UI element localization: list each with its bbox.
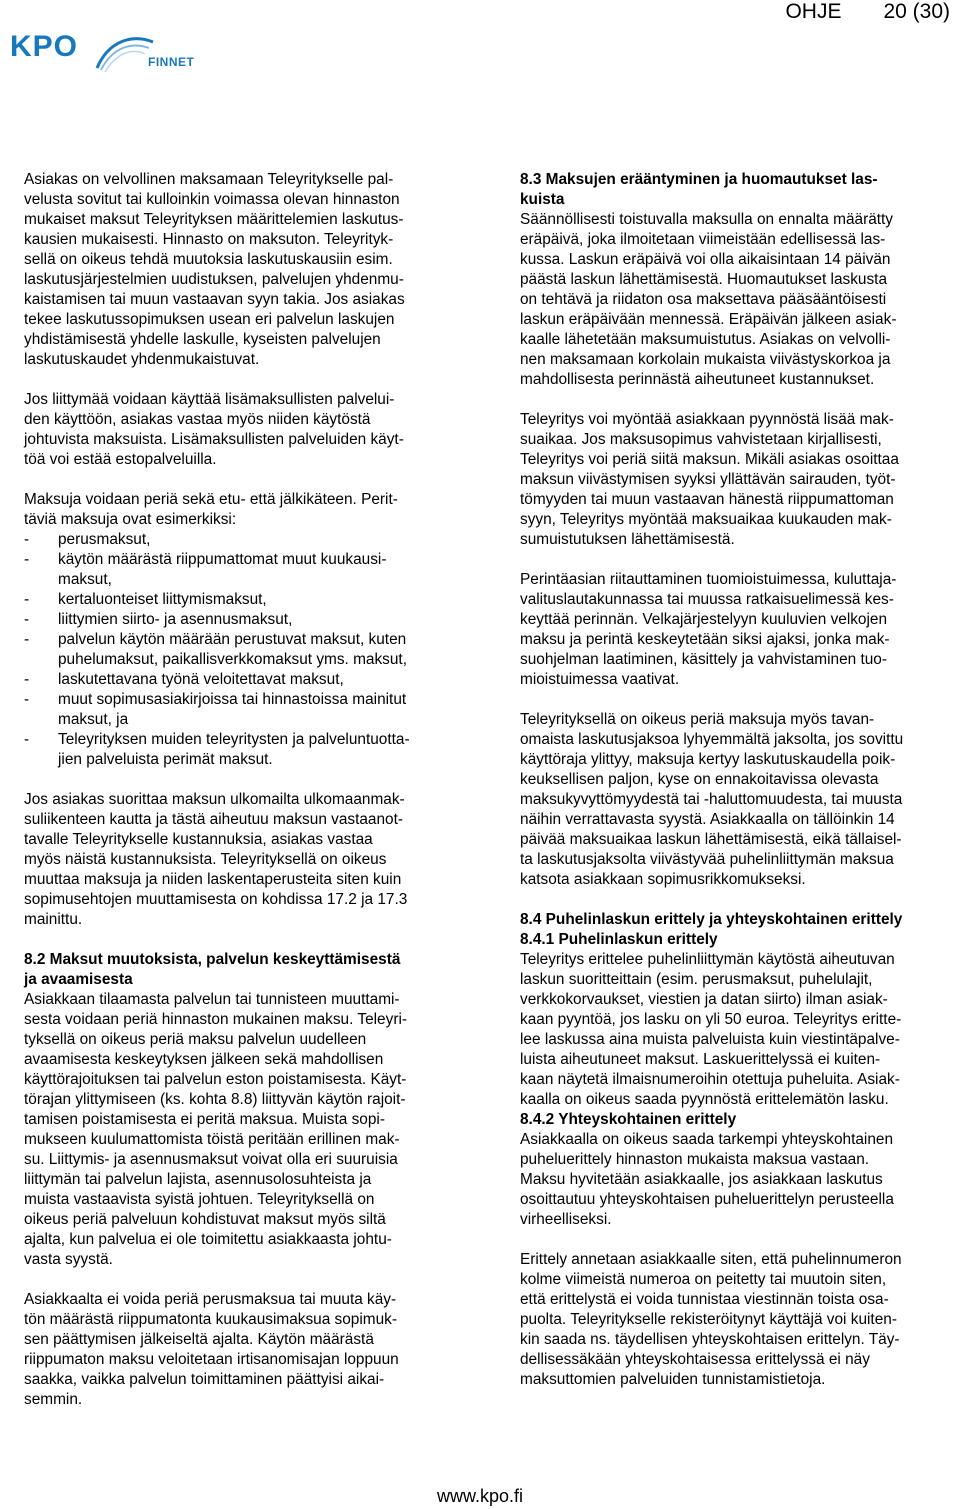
paragraph: Asiakkaalla on oikeus saada tarkempi yhteyskohtainen puheluerittely hinnaston mukaista maksua vastaan. Maksu hyvitetään asiakkaalle, jos asiakkaan laskutus osoittautuu yhteyskohtaisen puheluerittelyn perusteella virheelliseksi.: [520, 1131, 894, 1228]
paragraph: Perintäasian riitauttaminen tuomioistuimessa, kuluttaja- valituslautakunnassa tai muussa ratkaisuelimessä kes- keyttää perinnän. Velkajärjestelyyn kuuluvien velkojen maksu ja perintä keskeytetään siksi ajaksi, jonka mak- suohjelman laatiminen, käsittely ja vahvistaminen tuo- mioistuimessa vaativat.: [520, 571, 897, 688]
paragraph: Teleyrityksellä on oikeus periä maksuja myös tavan- omaista laskutusjaksoa lyhyemmältä jaksolta, jos sovittu käyttöraja ylittyy, maksuja kertyy laskutuskaudella poik- keuksellisen paljon, kyse on ennakoitavissa olevasta maksukyvyttömyydestä tai -haluttomuudesta, tai muusta näihin verrattavasta syystä. Asiakkaalla on tällöinkin 14 päivää maksuaikaa laskun lähettämisestä, eikä tällaisel- ta laskutusjaksolta viivästyvää puhelinliittymän maksua katsota asiakkaan sopimusrikkomukseksi.: [520, 711, 904, 888]
paragraph: Asiakkaan tilaamasta palvelun tai tunnisteen muuttami- sesta voidaan periä hinnaston mukainen maksu. Teleyri- tyksellä on oikeus periä maksu palvelun uudelleen avaamisesta keskeytyksen jälkeen sekä mahdollisen käyttörajoituksen tai palvelun eston poistamisesta. Käyt- törajan ylittymiseen (ks. kohta 8.8) liittyvän käytön rajoit- tamisen poistamisesta ei peritä maksua. Muista sopi- mukseen kuulumattomista töistä peritään erillinen mak- su. Liittymis- ja asennusmaksut voivat olla eri suuruisia liittymän tai palvelun lajista, asennusolosuhteista ja muista vastaavista syistä johtuen. Teleyrityksellä on oikeus periä palveluun kohdistuvat maksut myös siltä ajalta, kun palvelua ei ole toimitettu asiakkaasta johtu- vasta syystä.: [24, 991, 407, 1268]
section-heading-8-4-1: 8.4.1 Puhelinlaskun erittely: [520, 931, 718, 948]
paragraph: Säännöllisesti toistuvalla maksulla on ennalta määrätty eräpäivä, joka ilmoitetaan viimeistään edellisessä las- kussa. Laskun eräpäivä voi olla aikaisintaan 14 päivän päästä laskun lähettämisestä. Huomautukset laskusta on tehtävä ja riidaton osa maksettava pääsääntöisesti laskun eräpäivään mennessä. Eräpäivän jälkeen asiak- kaalle lähetetään maksumuistutus. Asiakas on velvolli- nen maksamaan korkolain mukaista viivästyskorkoa ja mahdollisesta perinnästä aiheutuneet kustannukset.: [520, 211, 897, 388]
list-item: - kertaluonteiset liittymismaksut,: [24, 590, 456, 610]
kpo-finnet-logo: [10, 30, 195, 78]
section-heading-8-3: 8.3 Maksujen erääntyminen ja huomautukset las- kuista: [520, 171, 878, 208]
paragraph: Asiakkaalta ei voida periä perusmaksua tai muuta käy- tön määrästä riippumatonta kuukausimaksua sopimuk- sen päättymisen jälkeiseltä ajalta. Käytön määrästä riippumaton maksu veloitetaan irtisanomisajan loppuun saakka, vaikka palvelun toimittaminen päättyisi aikai- semmin.: [24, 1291, 399, 1408]
list-item: - muut sopimusasiakirjoissa tai hinnastoissa mainitut maksut, ja: [24, 690, 456, 730]
document-type: OHJE: [785, 0, 842, 23]
left-column: [24, 170, 456, 1430]
fee-list: [24, 530, 456, 770]
page-header: [785, 0, 950, 26]
paragraph: Asiakas on velvollinen maksamaan Teleyritykselle pal- velusta sovitut tai kulloinkin voimassa olevan hinnaston mukaiset maksut Teleyrityksen määrittelemien laskutus- kausien mukaisesti. Hinnasto on maksuton. Teleyrityk- sellä on oikeus tehdä muutoksia laskutuskausiin esim. laskutusjärjestelmien uudistuksen, palvelujen yhdenmu- kaistamisen tai muun vastaavan syyn takia. Jos asiakas tekee laskutussopimuksen usean eri palvelun laskujen yhdistämisestä yhdelle laskulle, kyseisten palvelujen laskutuskaudet yhdenmukaistuvat.: [24, 171, 405, 368]
logo-finnet-text: FINNET: [148, 55, 195, 69]
paragraph: Jos asiakas suorittaa maksun ulkomailta ulkomaanmak- suliikenteen kautta ja tästä aiheutuu maksun vastaanot- tavalle Teleyritykselle kustannuksia, asiakas vastaa myös näistä kustannuksista. Teleyrityksellä on oikeus muuttaa maksuja ja niiden laskentaperusteita siten kuin sopimusehtojen muuttamisesta on kohdissa 17.2 ja 17.3 mainittu.: [24, 791, 408, 928]
list-item: - laskutettavana työnä veloitettavat maksut,: [24, 670, 456, 690]
section-heading-8-2: 8.2 Maksut muutoksista, palvelun keskeyttämisestä ja avaamisesta: [24, 951, 401, 988]
paragraph: Erittely annetaan asiakkaalle siten, että puhelinnumeron kolme viimeistä numeroa on peitetty tai muutoin siten, että erittelystä ei voida tunnistaa viestinnän toista osa- puolta. Teleyritykselle rekisteröitynyt käyttäjä voi kuiten- kin saada ns. täydellisen yhteyskohtaisen erittelyn. Täy- dellisessäkään yhteyskohtaisessa erittelyssä ei näy maksuttomien palveluiden tunnistamistietoja.: [520, 1251, 902, 1388]
logo-swoosh-icon: [95, 34, 155, 74]
list-item: - liittymien siirto- ja asennusmaksut,: [24, 610, 456, 630]
paragraph: Teleyritys voi myöntää asiakkaan pyynnöstä lisää mak- suaikaa. Jos maksusopimus vahvistetaan kirjallisesti, Teleyritys voi periä siitä maksun. Mikäli asiakas osoittaa maksun viivästymisen syyksi yllättävän sairauden, työt- tömyyden tai muun vastaavan hänestä riippumattoman syyn, Teleyritys myöntää maksuaikaa kuukauden mak- sumuistutuksen lähettämisestä.: [520, 411, 899, 548]
section-heading-8-4-2: 8.4.2 Yhteyskohtainen erittely: [520, 1111, 737, 1128]
section-heading-8-4: 8.4 Puhelinlaskun erittely ja yhteyskohtainen erittely: [520, 911, 903, 928]
list-item: - käytön määrästä riippumattomat muut kuukausi- maksut,: [24, 550, 456, 590]
paragraph: Maksuja voidaan periä sekä etu- että jälkikäteen. Perit- täviä maksuja ovat esimerkiksi:: [24, 491, 398, 528]
right-column: [520, 170, 950, 1410]
paragraph: Jos liittymää voidaan käyttää lisämaksullisten palvelui- den käyttöön, asiakas vastaa myös niiden käytöstä johtuvista maksuista. Lisämaksullisten palveluiden käyt- töä voi estää estopalveluilla.: [24, 391, 404, 468]
logo-kpo-text: KPO: [10, 30, 79, 63]
paragraph: Teleyritys erittelee puhelinliittymän käytöstä aiheutuvan laskun suoritteittain (esim. perusmaksut, puhelulajit, verkkokorvaukset, viestien ja datan siirto) ilman asiak- kaan pyyntöä, jos lasku on yli 50 euroa. Teleyritys eritte- lee laskussa aina muista palveluista kuin viestintäpalve- luista aiheutuneet maksut. Laskuerittelyssä ei kuiten- kaan näytetä ilmaisnumeroihin otettuja puheluita. Asiak- kaalla on oikeus saada pyynnöstä erittelemätön lasku.: [520, 951, 902, 1108]
page-number: 20 (30): [883, 0, 950, 23]
list-item: - palvelun käytön määrään perustuvat maksut, kuten puhelumaksut, paikallisverkkomaksut yms. maksut,: [24, 630, 456, 670]
list-item: - perusmaksut,: [24, 530, 456, 550]
footer-url: www.kpo.fi: [436, 1486, 524, 1506]
list-item: - Teleyrityksen muiden teleyritysten ja palveluntuotta- jien palveluista perimät maksut.: [24, 730, 456, 770]
